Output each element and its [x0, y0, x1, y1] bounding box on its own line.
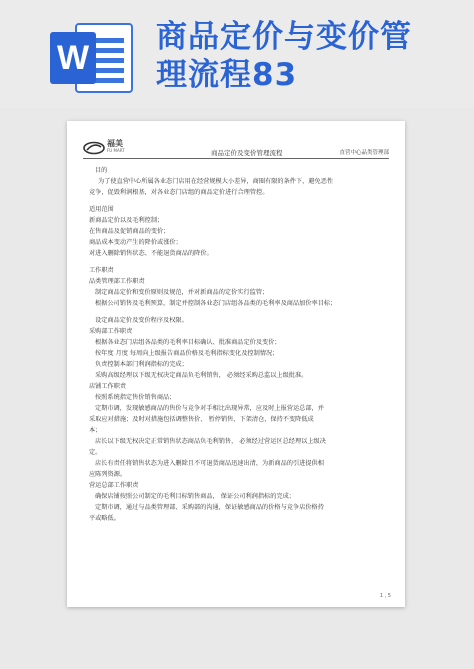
document-line: 店长以下级无权决定正常销售状态商品负毛利销售， 必须经过营运区总经理以上级决 [95, 438, 326, 445]
document-line: 在售商品及促销商品的变价； [89, 228, 170, 235]
document-line: 工作职责 [89, 267, 114, 274]
document-line: 按照系统指定售价销售商品； [95, 394, 176, 401]
document-line: 应陈列资源。 [89, 471, 127, 478]
document-line: 平或略低。 [89, 515, 120, 522]
document-line: 本； [89, 427, 102, 434]
document-line: 设定商品定价及变价程序及权限。 [95, 317, 188, 324]
document-line: 营运总部工作职责 [89, 482, 139, 489]
company-logo-icon [83, 141, 105, 155]
page-number: 1 , 5 [379, 593, 391, 599]
document-line: 定期市调，通过与品类管理部、采购部的沟通，保证敏感商品的价格与竞争店价格持 [95, 504, 324, 511]
document-header-title: 商品定价及变价管理流程 [211, 149, 283, 157]
page-title [156, 18, 466, 94]
header-divider [83, 158, 389, 159]
document-line: 店铺工作职责 [89, 383, 127, 390]
page-title-line1: 商品定价与变价管 [156, 19, 412, 55]
document-line: 目的 [95, 167, 108, 174]
document-line: 适用范围 [89, 206, 114, 213]
word-icon-letter: W [56, 39, 90, 77]
document-line: 按年度 月度 每周向上级报告商品价格及毛利指标变化及控制情况； [95, 350, 279, 357]
document-line: 对进入删除销售状态、不能退货商品的降价。 [89, 250, 213, 257]
document-line: 竞争，促毁利润根基，对各业态门店组的商品定价进行合理管控。 [89, 189, 269, 196]
document-line: 采购高级经理以下级无权决定商品负毛利销售， 必须经采购总监以上级批准。 [95, 372, 308, 379]
word-document-icon [48, 18, 136, 98]
document-header-dept: 直营中心品类管理部 [339, 150, 389, 156]
document-line: 根据各业态门店组各品类的毛利率目标确认、批准商品定价及变价； [95, 339, 281, 346]
document-line: 负责控制本部门利润指标的完成； [95, 361, 188, 368]
document-line: 为了使直营中心所属各业态门店用在经营规模大小差异，商圈有限的条件下，避免恶性 [98, 178, 334, 185]
document-line: 品类管理部工作职责 [89, 278, 145, 285]
document-line: 新商品定价以及毛利控制； [89, 217, 164, 224]
document-line: 采取应对措施；及时对措施包括调整售价、 暂停销售，下架清仓，保持不变降低成 [89, 416, 314, 423]
document-body [89, 165, 391, 524]
document-header [83, 135, 389, 159]
document-line: 定。 [89, 449, 102, 456]
document-line: 店长有责任将销售状态为进入删除且不可退货商品迅速出清，为新商品的引进提供相 [95, 460, 324, 467]
company-logo-subtext: FU MART [107, 148, 125, 153]
page-title-line2: 理流程83 [156, 57, 298, 93]
document-preview[interactable] [67, 121, 405, 607]
document-line: 采购部工作职责 [89, 328, 133, 335]
document-line: 制定商品定价和变价原则及规范，并对新商品的定价实行监管； [95, 289, 269, 296]
document-line: 根据公司销售及毛利预算，制定并控制各业态门店组各品类的毛利率及商品加价率目标； [95, 300, 337, 307]
document-line: 确保店铺按照公司制定的毛利目标销售商品， 保证公司利润指标的完成； [95, 493, 295, 500]
company-logo-text: 福美 [107, 139, 123, 148]
document-line: 商品成本变动产生的降价或涨价； [89, 239, 182, 246]
banner [0, 0, 474, 108]
document-line: 定期市调，发现敏感商品的售价与竞争对手相比出现异常，应及时上报营运总部，并 [95, 405, 324, 412]
